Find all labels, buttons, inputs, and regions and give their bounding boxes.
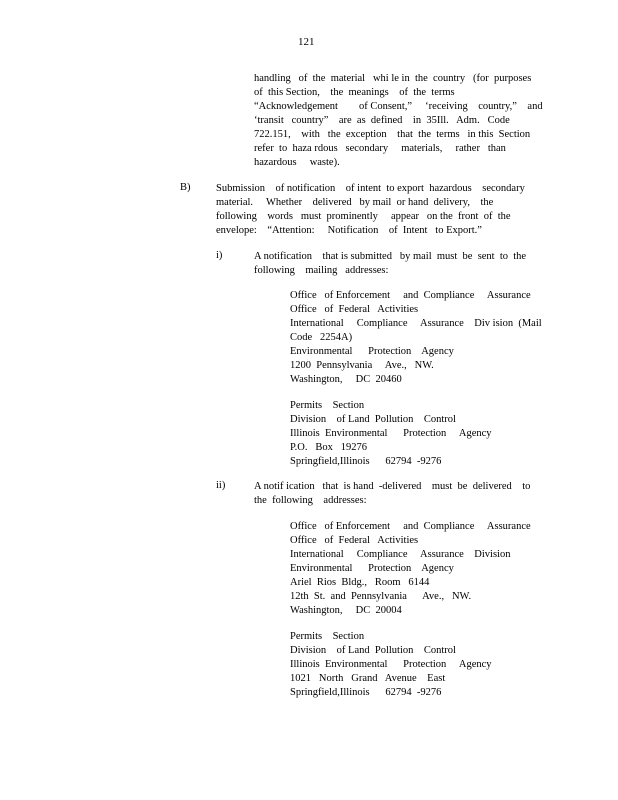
item-label-i: i): [216, 250, 223, 261]
text-line: following mailing addresses:: [254, 265, 389, 276]
address-line: Environmental Protection Agency: [290, 346, 454, 357]
address-line: Permits Section: [290, 631, 365, 642]
section-label-b: B): [180, 182, 191, 193]
address-line: Washington, DC 20004: [290, 605, 402, 616]
address-line: 1200 Pennsylvania Ave., NW.: [290, 360, 434, 371]
address-line: Code 2254A): [290, 332, 353, 343]
address-line: Ariel Rios Bldg., Room 6144: [290, 577, 430, 588]
continuation-paragraph: [254, 72, 543, 170]
text-line: ‘transit country” are as defined in 35Ill. Adm. Code: [254, 115, 510, 126]
address-line: Springfield,Illinois 62794 -9276: [290, 456, 442, 467]
address-line: P.O. Box 19276: [290, 442, 368, 453]
address-line: Environmental Protection Agency: [290, 563, 454, 574]
text-line: 722.151, with the exception that the terms in this Section: [254, 129, 531, 140]
text-line: following words must prominently appear on the front of the: [216, 211, 511, 222]
text-line: “Acknowledgement of Consent,” ‘receiving country,” and: [254, 101, 543, 112]
address-line: Illinois Environmental Protection Agency: [290, 428, 492, 439]
text-line: the following addresses:: [254, 495, 367, 506]
text-line: Submission of notification of intent to export hazardous secondary: [216, 183, 525, 194]
address-line: Division of Land Pollution Control: [290, 645, 456, 656]
address-line: International Compliance Assurance Division: [290, 549, 511, 560]
item-i-paragraph: [254, 250, 534, 278]
address-line: 12th St. and Pennsylvania Ave., NW.: [290, 591, 472, 602]
text-line: refer to haza rdous secondary materials, rather than: [254, 143, 506, 154]
address-line: International Compliance Assurance Div ision (Mail: [290, 318, 542, 329]
address-line: Office of Enforcement and Compliance Assurance: [290, 521, 531, 532]
page-number: 121: [298, 36, 315, 48]
address-line: Washington, DC 20460: [290, 374, 402, 385]
address-line: Illinois Environmental Protection Agency: [290, 659, 492, 670]
address-line: Office of Enforcement and Compliance Assurance: [290, 290, 531, 301]
text-line: of this Section, the meanings of the terms: [254, 87, 455, 98]
text-line: material. Whether delivered by mail or hand delivery, the: [216, 197, 494, 208]
address-line: Permits Section: [290, 400, 365, 411]
section-b-paragraph: [216, 182, 532, 238]
text-line: hazardous waste).: [254, 157, 340, 168]
item-ii-paragraph: [254, 480, 532, 508]
text-line: envelope: “Attention: Notification of Intent to Export.”: [216, 225, 482, 236]
text-line: A notification that is submitted by mail must be sent to the: [254, 251, 527, 262]
address-line: Office of Federal Activities: [290, 535, 419, 546]
item-label-ii: ii): [216, 480, 226, 491]
address-line: Springfield,Illinois 62794 -9276: [290, 687, 442, 698]
address-line: Division of Land Pollution Control: [290, 414, 456, 425]
mailing-address-epa: [290, 289, 540, 387]
address-line: Office of Federal Activities: [290, 304, 419, 315]
address-line: 1021 North Grand Avenue East: [290, 673, 446, 684]
mailing-address-illinois: [290, 399, 540, 469]
text-line: A notif ication that is hand -delivered must be delivered to: [254, 481, 531, 492]
delivery-address-epa: [290, 520, 540, 618]
text-line: handling of the material whi le in the country (for purposes: [254, 73, 532, 84]
delivery-address-illinois: [290, 630, 540, 700]
